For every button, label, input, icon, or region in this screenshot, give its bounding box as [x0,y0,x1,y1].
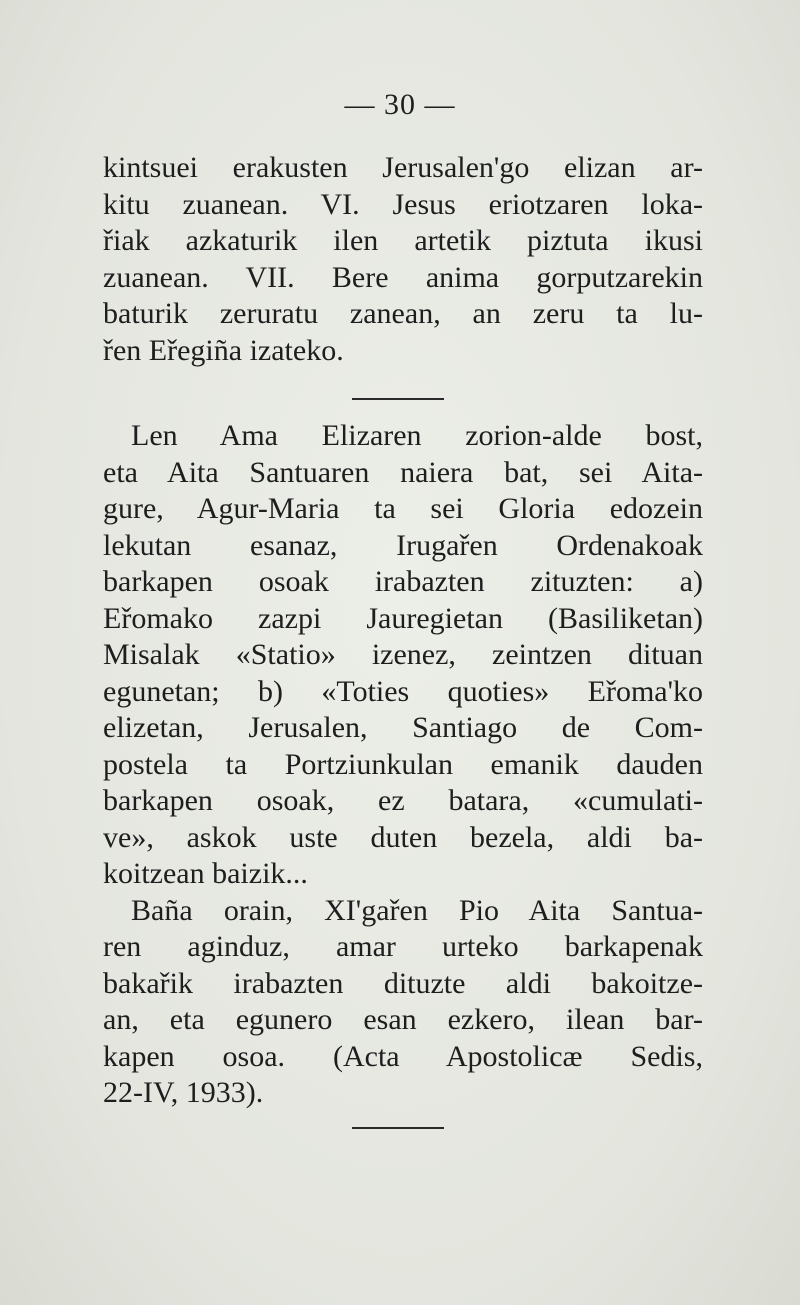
text-line: koitzean baizik... [103,857,308,890]
text-line: ren aginduz, amar urteko barkapenak [103,930,703,963]
text-line: barkapen osoak irabazten zituzten: a) [103,565,703,598]
paragraph-2 [103,418,703,1112]
text-line: egunetan; b) «Toties quoties» Eřoma'ko [103,674,703,708]
text-line: Len Ama Elizaren zorion-alde bost, [131,419,703,452]
text-line: an, eta egunero esan ezkero, ilean bar- [103,1003,703,1036]
paragraph-1 [103,150,703,369]
text-line: baturik zeruratu zanean, an zeru ta lu- [103,297,703,330]
text-line: eta Aita Santuaren naiera bat, sei Aita- [103,455,703,489]
text-line: gure, Agur-Maria ta sei Gloria edozein [103,492,703,525]
text-line: lekutan esanaz, Irugařen Ordenakoak [103,528,703,562]
text-line: Eřomako zazpi Jauregietan (Basiliketan) [103,601,703,635]
text-line: 22-IV, 1933). [103,1076,264,1109]
text-line: barkapen osoak, ez batara, «cumulati- [103,784,703,817]
page-number: — 30 — [344,88,456,121]
text-line: řen Eřegiña izateko. [103,333,344,367]
text-line: Misalak «Statio» izenez, zeintzen dituan [103,638,703,671]
text-line: kintsuei erakusten Jerusalen'go elizan ar- [103,151,703,184]
text-line: Baña orain, XI'gařen Pio Aita Santua- [131,893,703,927]
text-line: kitu zuanean. VI. Jesus eriotzaren loka- [103,187,703,221]
text-line: bakařik irabazten dituzte aldi bakoitze- [103,966,703,1000]
text-line: kapen osoa. (Acta Apostolicæ Sedis, [103,1039,703,1073]
text-line: postela ta Portziunkulan emanik dauden [103,747,703,781]
text-line: řiak azkaturik ilen artetik piztuta ikusi [103,224,703,257]
text-line: ve», askok uste duten bezela, aldi ba- [103,820,703,854]
section-divider [352,1127,444,1129]
text-line: zuanean. VII. Bere anima gorputzarekin [103,260,703,294]
section-divider [352,398,444,400]
text-line: elizetan, Jerusalen, Santiago de Com- [103,711,703,744]
